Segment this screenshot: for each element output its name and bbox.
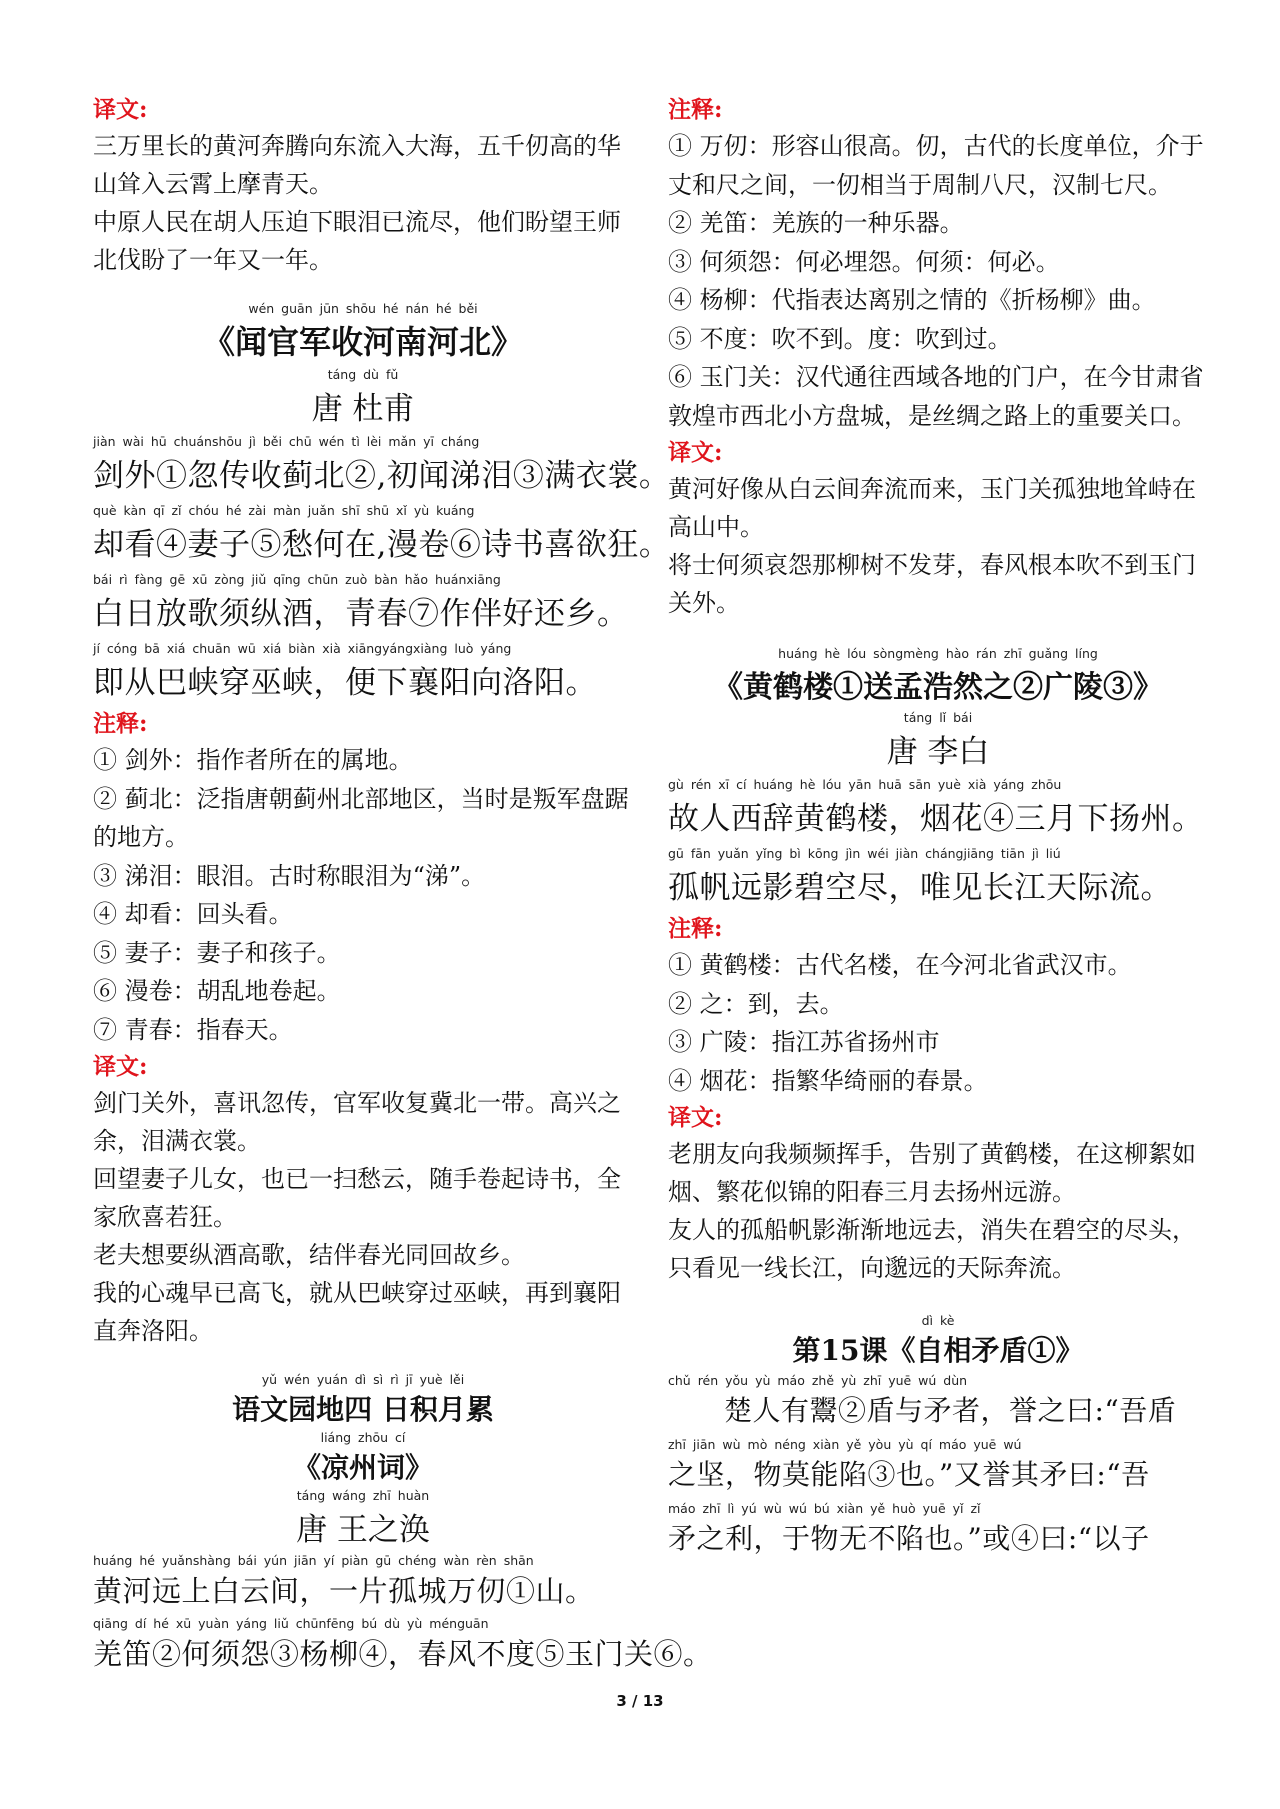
poem-line: 剑外①忽传收蓟北②,初闻涕泪③满衣裳。	[93, 458, 671, 494]
poem-line-pinyin: gù rén xī cí huáng hè lóu yān huā sān yuè xià yáng zhōu	[668, 777, 1062, 792]
note-item: ① 万仞：形容山很高。仞，古代的长度单位，介于丈和尺之间，一仞相当于周制八尺，汉制七尺。	[668, 132, 1204, 199]
poem-line: 羌笛②何须怨③杨柳④，春风不度⑤玉门关⑥。	[93, 1637, 713, 1671]
poem-line: 白日放歌须纵酒，青春⑦作伴好还乡。	[93, 596, 629, 632]
poem-line-pinyin: gū fān yuǎn yǐng bì kōng jìn wéi jiàn chángjiāng tiān jì liú	[668, 846, 1061, 861]
lesson-title-pinyin: dì kè	[921, 1313, 955, 1328]
poem-line-pinyin: qiāng dí hé xū yuàn yáng liǔ chūnfēng bú dù yù ménguān	[93, 1616, 489, 1631]
note-item: ⑤ 不度：吹不到。度：吹到过。	[668, 324, 1012, 353]
poem-title: 《黄鹤楼①送孟浩然之②广陵③》	[713, 670, 1163, 705]
poem-author: 唐 王之涣	[296, 1512, 430, 1548]
translation-paragraph: 三万里长的黄河奔腾向东流入大海，五千仞高的华山耸入云霄上摩青天。	[93, 132, 621, 198]
page-number: 3 / 13	[616, 1692, 664, 1710]
section-title-pinyin: yǔ wén yuán dì sì rì jī yuè lěi	[261, 1372, 465, 1387]
note-item: ④ 杨柳：代指表达离别之情的《折杨柳》曲。	[668, 286, 1156, 314]
poem-line-pinyin: jiàn wài hū chuánshōu jì běi chū wén tì lèi mǎn yī cháng	[93, 434, 480, 449]
poem-author-pinyin: táng lǐ bái	[903, 710, 973, 725]
notes-label: 注释:	[93, 710, 148, 737]
poem-author: 唐 李白	[886, 734, 990, 770]
poem-line: 孤帆远影碧空尽，唯见长江天际流。	[668, 870, 1172, 906]
poem-line-pinyin: jí cóng bā xiá chuān wū xiá biàn xià xiāngyángxiàng luò yáng	[93, 641, 512, 656]
translation-paragraph: 剑门关外，喜讯忽传，官军收复冀北一带。高兴之余，泪满衣裳。	[93, 1089, 621, 1155]
poem-author-pinyin: táng dù fǔ	[327, 367, 399, 382]
translation-paragraph: 我的心魂早已高飞，就从巴峡穿过巫峡，再到襄阳直奔洛阳。	[93, 1279, 621, 1345]
translation-label: 译文:	[93, 96, 148, 123]
translation-paragraph: 友人的孤船帆影渐渐地远去，消失在碧空的尽头，只看见一线长江，向邈远的天际奔流。	[668, 1216, 1196, 1282]
note-item: ⑦ 青春：指春天。	[93, 1015, 293, 1044]
poem-title-pinyin: wén guān jūn shōu hé nán hé běi	[248, 301, 478, 316]
lesson-line-pinyin: zhī jiān wù mò néng xiàn yě yòu yù qí máo yuē wú	[668, 1437, 1022, 1452]
lesson-line: 矛之利，于物无不陷也。”或④曰:“以子	[668, 1522, 1150, 1555]
section-title: 语文园地四 日积月累	[232, 1393, 494, 1426]
note-item: ⑤ 妻子：妻子和孩子。	[93, 938, 341, 967]
note-item: ⑥ 玉门关：汉代通往西域各地的门户，在今甘肃省敦煌市西北小方盘城，是丝绸之路上的重要关口。	[668, 363, 1204, 430]
translation-paragraph: 黄河好像从白云间奔流而来，玉门关孤独地耸峙在高山中。	[668, 475, 1196, 541]
poem-title: 《闻官军收河南河北》	[202, 323, 523, 361]
translation-paragraph: 回望妻子儿女，也已一扫愁云，随手卷起诗书，全家欣喜若狂。	[93, 1165, 621, 1231]
note-item: ② 蓟北：泛指唐朝蓟州北部地区，当时是叛军盘踞的地方。	[93, 784, 629, 851]
notes-label: 注释:	[668, 915, 723, 942]
translation-paragraph: 将士何须哀怨那柳树不发芽，春风根本吹不到玉门关外。	[668, 551, 1196, 617]
note-item: ③ 何须怨：何必埋怨。何须：何必。	[668, 247, 1060, 276]
translation-label: 译文:	[668, 439, 723, 466]
poem-author: 唐 杜甫	[311, 391, 415, 427]
poem-author-pinyin: táng wáng zhī huàn	[296, 1488, 430, 1503]
poem-line: 即从巴峡穿巫峡，便下襄阳向洛阳。	[93, 665, 597, 701]
note-item: ④ 却看：回头看。	[93, 900, 293, 928]
lesson-title: 第15课《自相矛盾①》	[792, 1334, 1084, 1367]
note-item: ② 羌笛：羌族的一种乐器。	[668, 209, 964, 237]
translation-paragraph: 中原人民在胡人压迫下眼泪已流尽，他们盼望王师北伐盼了一年又一年。	[93, 208, 621, 274]
poem-line: 却看④妻子⑤愁何在,漫卷⑥诗书喜欲狂。	[93, 527, 671, 563]
note-item: ① 剑外：指作者所在的属地。	[93, 746, 413, 774]
notes-label: 注释:	[668, 96, 723, 123]
note-item: ③ 涕泪：眼泪。古时称眼泪为“涕”。	[93, 861, 486, 890]
translation-label: 译文:	[93, 1053, 148, 1080]
note-item: ① 黄鹤楼：古代名楼，在今河北省武汉市。	[668, 951, 1132, 979]
note-item: ④ 烟花：指繁华绮丽的春景。	[668, 1066, 988, 1095]
lesson-line: 楚人有鬻②盾与矛者，誉之曰:“吾盾	[724, 1394, 1177, 1427]
poem-line-pinyin: huáng hé yuǎnshàng bái yún jiān yí piàn gū chéng wàn rèn shān	[93, 1553, 534, 1568]
lesson-line-pinyin: chǔ rén yǒu yù máo zhě yù zhī yuē wú dùn	[668, 1373, 968, 1388]
translation-label: 译文:	[668, 1104, 723, 1131]
left-column	[93, 92, 713, 1673]
translation-paragraph: 老夫想要纵酒高歌，结伴春光同回故乡。	[93, 1241, 525, 1269]
poem-title-pinyin: liáng zhōu cí	[320, 1430, 406, 1445]
note-item: ② 之：到，去。	[668, 989, 844, 1018]
lesson-line: 之坚，物莫能陷③也。”又誉其矛曰:“吾	[668, 1458, 1150, 1491]
poem-title-pinyin: huáng hè lóu sòngmèng hào rán zhī guǎng líng	[778, 646, 1098, 661]
poem-line-pinyin: bái rì fàng gē xū zòng jiǔ qīng chūn zuò bàn hǎo huánxiāng	[93, 572, 501, 587]
poem-line-pinyin: què kàn qī zǐ chóu hé zài màn juǎn shī shū xǐ yù kuáng	[93, 503, 475, 518]
poem-line: 黄河远上白云间，一片孤城万仞①山。	[93, 1574, 595, 1608]
poem-line: 故人西辞黄鹤楼，烟花④三月下扬州。	[668, 801, 1204, 837]
lesson-line-pinyin: máo zhī lì yú wù wú bú xiàn yě huò yuē yǐ zǐ	[668, 1501, 981, 1516]
translation-paragraph: 老朋友向我频频挥手，告别了黄鹤楼，在这柳絮如烟、繁花似锦的阳春三月去扬州远游。	[668, 1140, 1196, 1206]
right-column	[668, 92, 1208, 1557]
poem-title: 《凉州词》	[292, 1451, 433, 1484]
note-item: ③ 广陵：指江苏省扬州市	[668, 1028, 940, 1056]
note-item: ⑥ 漫卷：胡乱地卷起。	[93, 977, 341, 1005]
